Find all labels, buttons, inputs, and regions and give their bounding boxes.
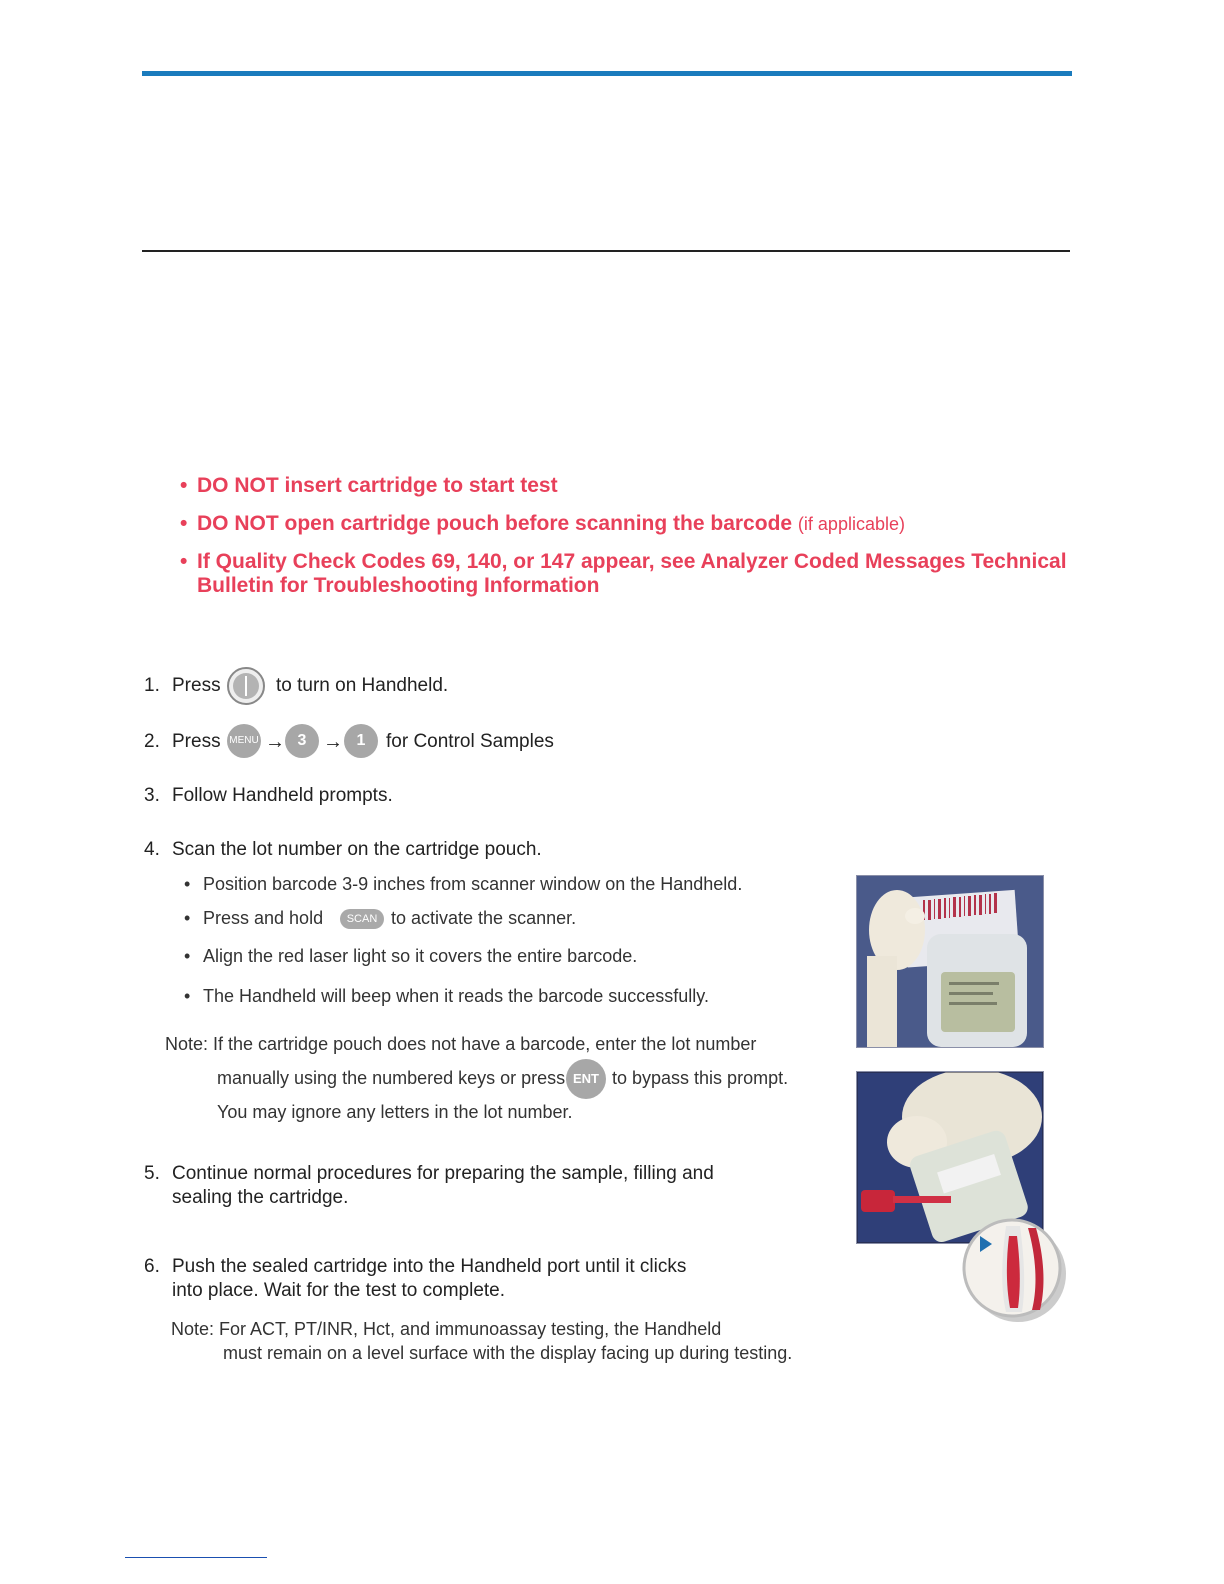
note-line: Note: If the cartridge pouch does not have a barcode, enter the lot number <box>165 1034 757 1054</box>
scan-key-icon: SCAN <box>340 909 384 929</box>
cartridge-fill-mark-inset <box>962 1216 1070 1324</box>
key-3-icon: 3 <box>285 724 319 758</box>
warning-note: (if applicable) <box>797 514 905 534</box>
step-4-bullet: • Press and hold SCAN to activate the scanner. <box>184 908 577 928</box>
warning-text: DO NOT open cartridge pouch before scanning the barcode <box>197 512 793 535</box>
note-line: must remain on a level surface with the display facing up during testing. <box>223 1343 793 1363</box>
step-1: 1. Press to turn on Handheld. <box>0 674 700 704</box>
menu-key-icon: MENU <box>227 724 261 758</box>
photo-scanning-barcode <box>856 875 1044 1048</box>
warning-text: DO NOT insert cartridge to start test <box>197 474 558 497</box>
header-rule-blue <box>142 71 1072 76</box>
key-1-icon: 1 <box>344 724 378 758</box>
enter-key-icon: ENT <box>566 1059 606 1099</box>
power-key-icon <box>227 667 265 705</box>
header-rule-black <box>142 250 1070 252</box>
note-line: You may ignore any letters in the lot number. <box>217 1102 573 1122</box>
note-line: Note: For ACT, PT/INR, Hct, and immunoassay testing, the Handheld <box>171 1319 722 1339</box>
warning-text-cont: Bulletin for Troubleshooting Information <box>197 574 600 597</box>
arrow-right-icon: → <box>323 731 343 753</box>
footer-rule <box>125 1557 267 1558</box>
warning-text: If Quality Check Codes 69, 140, or 147 appear, see Analyzer Coded Messages Technical <box>197 550 1067 573</box>
step-2: 2. Press MENU → 3 → 1 for Control Samples <box>0 730 700 760</box>
fill-mark-icon <box>962 1216 1070 1324</box>
arrow-right-icon: → <box>265 731 285 753</box>
scanning-barcode-illustration <box>857 876 1043 1047</box>
note-line: manually using the numbered keys or press ENT to bypass this prompt. <box>0 1067 820 1097</box>
